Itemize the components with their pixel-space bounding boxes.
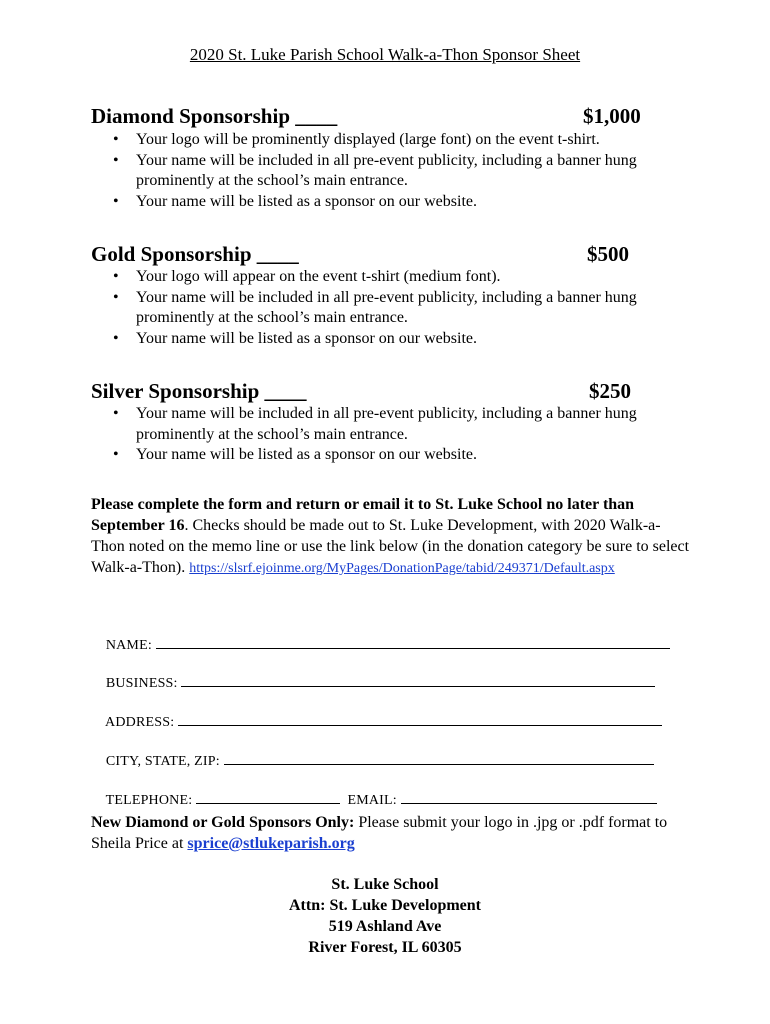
bullet-icon: • — [113, 192, 119, 210]
page-title: 2020 St. Luke Parish School Walk-a-Thon Sponsor Sheet — [189, 45, 581, 64]
diamond-price: $1,000 — [583, 104, 641, 128]
address-input-line[interactable] — [178, 712, 662, 726]
instructions-text: . Checks should be made out to St. Luke Development, with 2020 Walk-a-Thon noted on the memo line or use the link below (in the donation category be sure to select Walk-a-Thon). — [91, 517, 690, 576]
address-line-2: Attn: St. Luke Development — [289, 897, 481, 914]
name-input-line[interactable] — [156, 635, 670, 649]
instructions-deadline: Please complete the form and return or email it to St. Luke School no later than September 16 — [91, 496, 635, 534]
name-label: NAME: — [105, 638, 152, 653]
city-state-zip-input-line[interactable] — [224, 751, 654, 765]
bullet-icon: • — [113, 329, 119, 347]
business-label: BUSINESS: — [105, 676, 178, 691]
diamond-benefits-list — [91, 130, 671, 212]
bullet-icon: • — [113, 288, 119, 306]
gold-benefits-list — [91, 267, 671, 349]
address-line-4: River Forest, IL 60305 — [308, 939, 462, 956]
bullet-icon: • — [113, 268, 119, 285]
business-input-line[interactable] — [181, 673, 655, 687]
logo-submission-note — [91, 812, 691, 854]
list-item: • Your logo will appear on the event t-shirt (medium font). — [91, 267, 671, 288]
city-state-zip-label: CITY, STATE, ZIP: — [105, 754, 220, 769]
list-item: • Your name will be included in all pre-event publicity, including a banner hung prominently at the school’s main entrance. — [113, 405, 637, 443]
silver-benefits-list — [91, 404, 671, 466]
list-item: • Your logo will be prominently displayed (large font) on the event t-shirt. — [91, 130, 671, 151]
address-label: ADDRESS: — [105, 715, 175, 730]
gold-heading: Gold Sponsorship ____ — [91, 242, 299, 266]
contact-email-link[interactable]: sprice@stlukeparish.org — [187, 835, 355, 852]
logo-note-text: Please submit your logo in .jpg or .pdf format to Sheila Price at — [91, 814, 668, 852]
list-item: • Your name will be listed as a sponsor on our website. — [91, 192, 671, 213]
instructions-paragraph — [91, 494, 691, 579]
bullet-icon: • — [113, 405, 119, 422]
bullet-icon: • — [113, 446, 119, 463]
list-item: • Your name will be listed as a sponsor on our website. — [91, 329, 671, 350]
bullet-icon: • — [113, 151, 119, 169]
telephone-input-line[interactable] — [196, 790, 340, 804]
telephone-label: TELEPHONE: — [105, 793, 193, 808]
email-input-line[interactable] — [401, 790, 657, 804]
logo-note-heading: New Diamond or Gold Sponsors Only: — [91, 814, 355, 831]
email-label: EMAIL: — [347, 793, 397, 808]
list-item: • Your name will be included in all pre-event publicity, including a banner hung prominently at the school’s main entrance. — [113, 288, 637, 326]
address-line-3: 519 Ashland Ave — [328, 918, 442, 935]
mailing-address — [0, 874, 770, 958]
silver-price: $250 — [589, 379, 631, 403]
address-line-1: St. Luke School — [331, 876, 439, 893]
donation-link[interactable]: https://slsrf.ejoinme.org/MyPages/DonationPage/tabid/249371/Default.aspx — [189, 561, 615, 576]
gold-price: $500 — [587, 242, 629, 266]
diamond-heading: Diamond Sponsorship ____ — [91, 104, 338, 128]
list-item: • Your name will be listed as a sponsor on our website. — [91, 445, 671, 466]
list-item: • Your name will be included in all pre-event publicity, including a banner hung prominently at the school’s main entrance. — [113, 151, 637, 189]
bullet-icon: • — [113, 131, 119, 148]
silver-heading: Silver Sponsorship ____ — [91, 379, 307, 403]
